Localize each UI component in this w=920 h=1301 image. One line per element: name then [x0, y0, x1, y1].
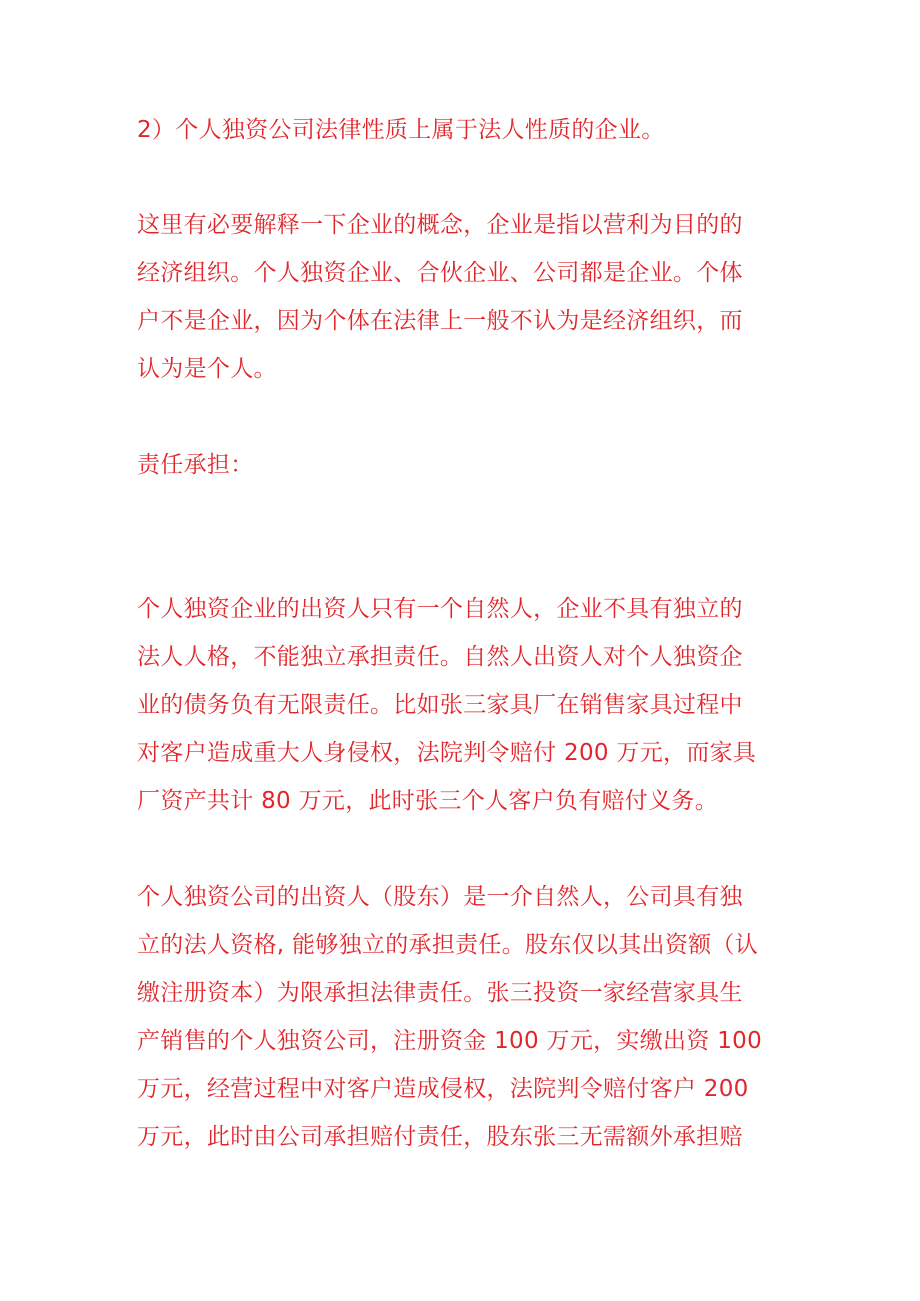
- text-line: 万元，此时由公司承担赔付责任，股东张三无需额外承担赔: [137, 1124, 743, 1150]
- text-line: 个人独资公司的出资人（股东）是一介自然人，公司具有独: [137, 884, 743, 910]
- text-line: 对客户造成重大人身侵权，法院判令赔付 200 万元，而家具: [137, 740, 757, 766]
- text-line: 经济组织。个人独资企业、合伙企业、公司都是企业。个体: [137, 260, 743, 286]
- text-line: 法人人格，不能独立承担责任。自然人出资人对个人独资企: [137, 644, 743, 670]
- sole-company-paragraph: [137, 873, 787, 1161]
- text-line: 责任承担：: [137, 452, 254, 478]
- text-line: 户不是企业，因为个体在法律上一般不认为是经济组织，而: [137, 308, 743, 334]
- liability-heading: [137, 441, 787, 489]
- text-line: 厂资产共计 80 万元，此时张三个人客户负有赔付义务。: [137, 788, 718, 814]
- text-line: 缴注册资本）为限承担法律责任。张三投资一家经营家具生: [137, 980, 743, 1006]
- text-line: 这里有必要解释一下企业的概念，企业是指以营利为目的的: [137, 212, 743, 238]
- text-line: 立的法人资格, 能够独立的承担责任。股东仅以其出资额（认: [137, 932, 759, 958]
- text-line: 万元，经营过程中对客户造成侵权，法院判令赔付客户 200: [137, 1076, 749, 1102]
- text-line: 产销售的个人独资公司，注册资金 100 万元，实缴出资 100: [137, 1028, 763, 1054]
- sole-proprietorship-paragraph: [137, 585, 787, 825]
- enterprise-definition-paragraph: [137, 201, 787, 393]
- text-line: 认为是个人。: [137, 356, 277, 382]
- text-line: 2）个人独资公司法律性质上属于法人性质的企业。: [137, 117, 665, 143]
- text-line: 个人独资企业的出资人只有一个自然人，企业不具有独立的: [137, 596, 743, 622]
- heading-item-2: [137, 106, 787, 154]
- text-line: 业的债务负有无限责任。比如张三家具厂在销售家具过程中: [137, 692, 743, 718]
